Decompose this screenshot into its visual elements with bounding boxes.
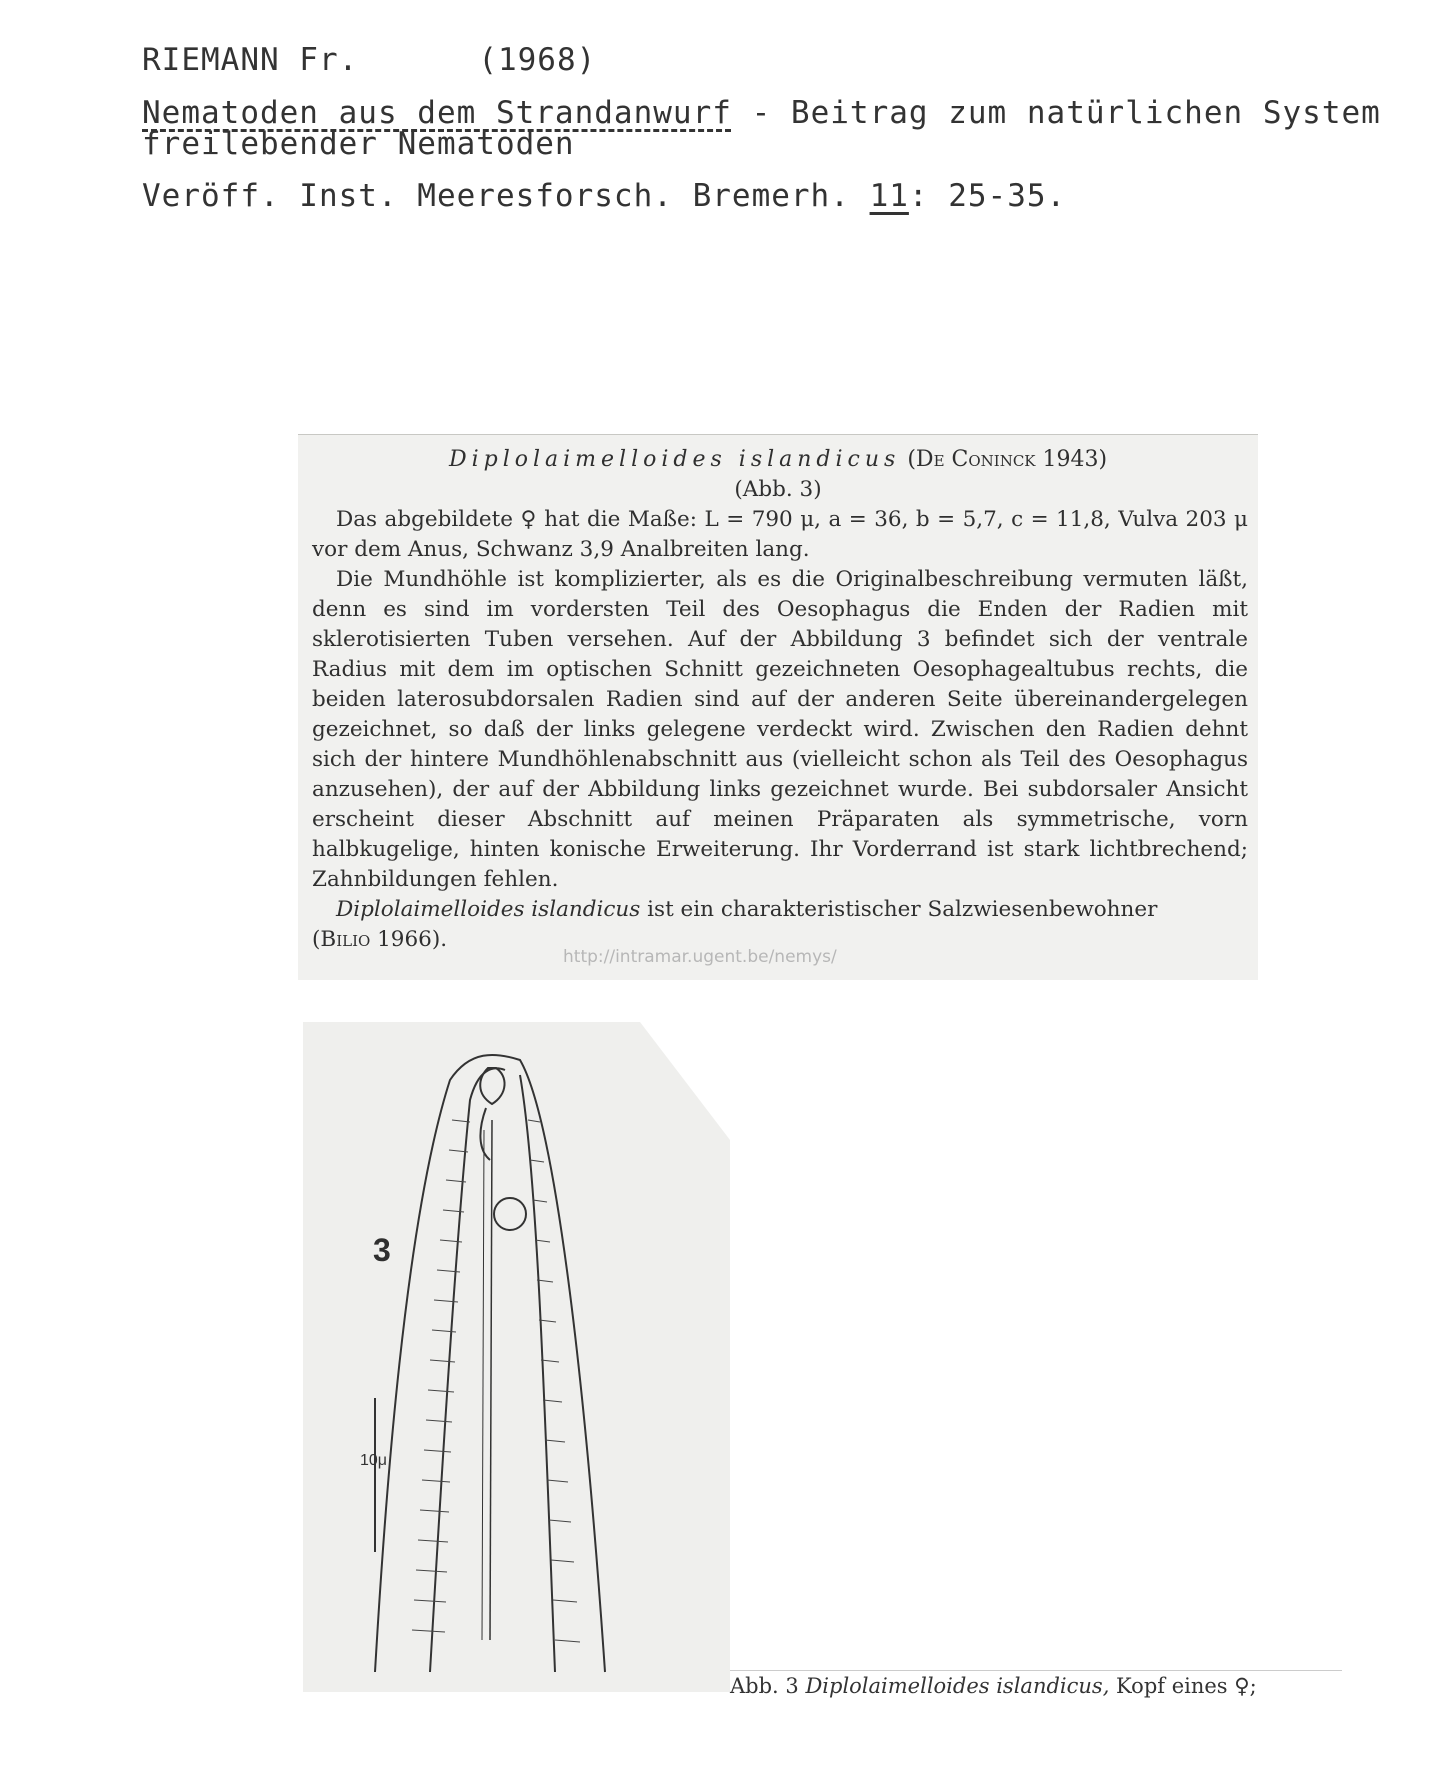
caption-rest: Kopf eines ♀; xyxy=(1109,1674,1257,1698)
year: (1968) xyxy=(478,42,597,78)
species-authority: (De Coninck 1943) xyxy=(907,447,1108,472)
habitat-species: Diplolaimelloides islandicus xyxy=(336,897,641,922)
author: RIEMANN Fr. xyxy=(142,42,359,78)
caption-prefix: Abb. 3 xyxy=(730,1674,806,1698)
species-name: Diplolaimelloides islandicus xyxy=(448,447,901,472)
torn-corner xyxy=(640,1022,730,1140)
cuticle-inner-left xyxy=(430,1068,505,1672)
reference-title-line2: freilebender Nematoden xyxy=(142,126,575,162)
stoma-head xyxy=(480,1068,504,1104)
stoma-tube xyxy=(480,1108,490,1160)
habitat-text: ist ein charakteristischer Salzwiesenbewohner xyxy=(640,897,1158,922)
figure-number: 3 xyxy=(373,1232,391,1268)
habitat-citation: (Bilio 1966). xyxy=(312,927,448,952)
title-underlined: Nematoden aus dem Strandanwurf xyxy=(142,95,732,131)
oesophagus-lumen xyxy=(490,1120,492,1640)
figure-caption xyxy=(730,1670,1342,1698)
pages: : 25-35. xyxy=(908,178,1067,214)
journal: Veröff. Inst. Meeresforsch. Bremerh. xyxy=(142,178,870,214)
description-paragraph: Die Mundhöhle ist komplizierter, als es die Originalbeschreibung vermuten läßt, denn es sind im vordersten Teil des Oesophagus die Enden der Radien mit sklerotisierten Tuben versehen. Auf der Abbildung 3 befindet sich der ventrale Radius mit dem im optischen Schnitt gezeichneten Oesophagealtubus rechts, die beiden laterosubdorsalen Radien sind auf der anderen Seite übereinandergelegen gezeichnet, so daß der links gelegene verdeckt wird. Zwischen den Radien dehnt sich der hintere Mundhöhlenabschnitt aus (vielleicht schon als Teil des Oesophagus anzusehen), der auf der Abbildung links gezeichnet wurde. Bei subdorsaler Ansicht erscheint dieser Abschnitt auf meinen Präparaten als symmetrische, vorn halbkugelige, hinten konische Erweiterung. Ihr Vorderrand ist stark lichtbrechend; Zahnbildungen fehlen. xyxy=(312,567,1248,892)
scale-label: 10μ xyxy=(360,1452,388,1469)
measurements-paragraph: Das abgebildete ♀ hat die Maße: L = 790 μ, a = 36, b = 5,7, c = 11,8, Vulva 203 μ vor dem Anus, Schwanz 3,9 Analbreiten lang. xyxy=(312,507,1248,562)
watermark-url: http://intramar.ugent.be/nemys/ xyxy=(563,947,837,967)
oesophagus-wall xyxy=(482,1130,484,1640)
title-rest: - Beitrag zum natürlichen System xyxy=(731,95,1381,131)
figure-reference: (Abb. 3) xyxy=(734,477,822,502)
volume: 11 xyxy=(869,178,909,214)
amphid xyxy=(494,1198,526,1230)
caption-species: Diplolaimelloides islandicus, xyxy=(805,1674,1110,1698)
